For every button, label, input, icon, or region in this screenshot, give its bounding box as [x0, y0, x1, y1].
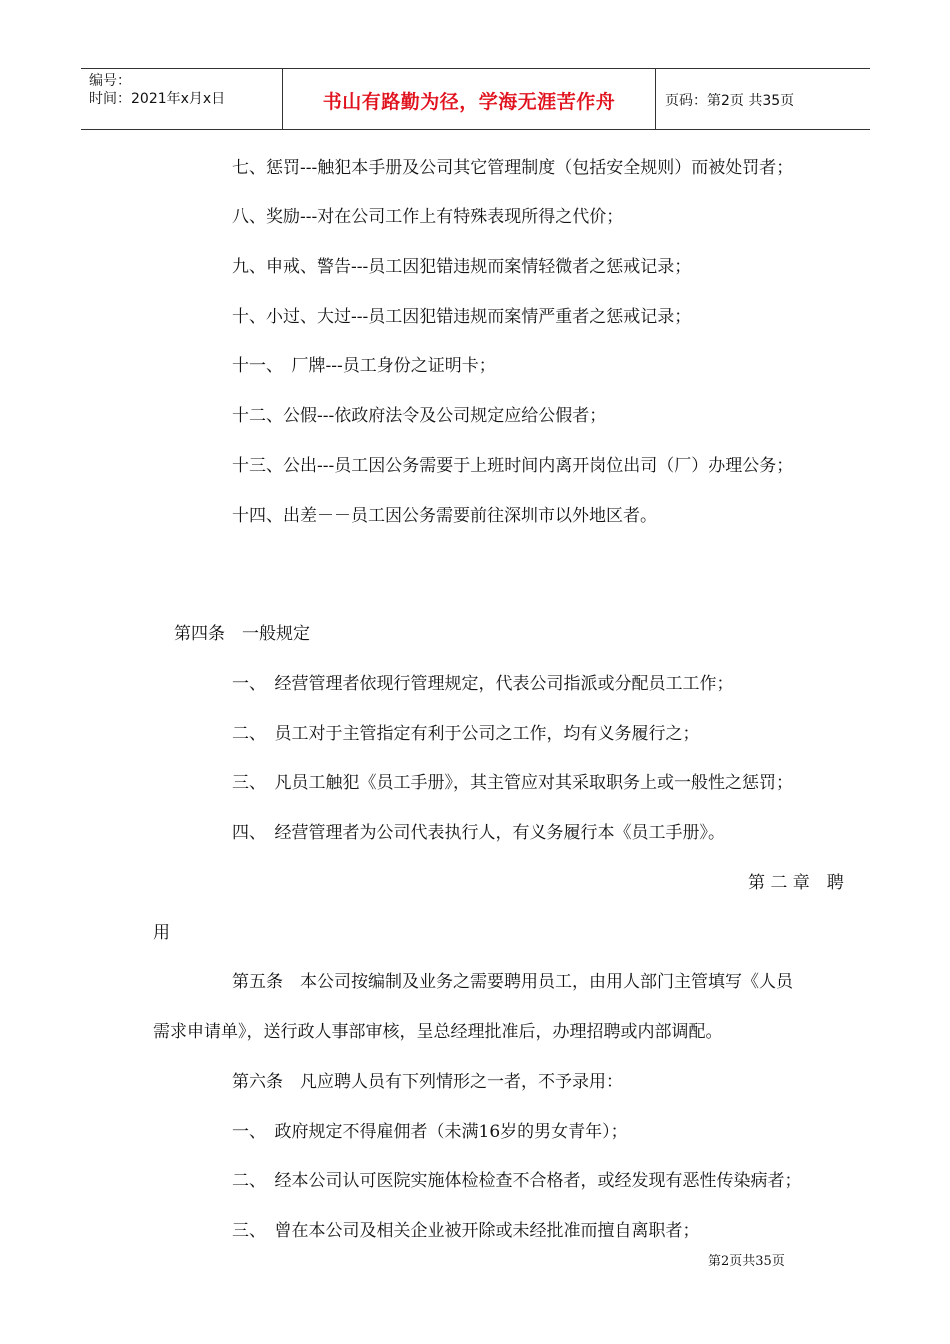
chapter-heading: 第 二 章 聘	[748, 873, 844, 893]
article-4-title: 第四条 一般规定	[174, 624, 310, 644]
definition-item: 七、惩罚---触犯本手册及公司其它管理制度（包括安全规则）而被处罚者；	[232, 158, 794, 178]
page-header	[81, 68, 870, 130]
chapter-heading-tail: 用	[153, 923, 170, 943]
article-6-item: 一、 政府规定不得雇佣者（未满16岁的男女青年）；	[232, 1122, 628, 1142]
article-4-item: 四、 经营管理者为公司代表执行人，有义务履行本《员工手册》。	[232, 823, 725, 843]
article-5-line: 第五条 本公司按编制及业务之需要聘用员工，由用人部门主管填写《人员	[232, 972, 793, 992]
header-meta	[89, 72, 279, 108]
article-6-item: 三、 曾在本公司及相关企业被开除或未经批准而擅自离职者；	[232, 1221, 700, 1241]
article-4-item: 一、 经营管理者依现行管理规定，代表公司指派或分配员工工作；	[232, 674, 734, 694]
article-6-title: 第六条 凡应聘人员有下列情形之一者，不予录用：	[232, 1072, 623, 1092]
definition-item: 十二、公假---依政府法令及公司规定应给公假者；	[232, 406, 607, 426]
header-page-number: 页码：第2页 共35页	[665, 93, 795, 109]
definition-item: 八、奖励---对在公司工作上有特殊表现所得之代价；	[232, 207, 624, 227]
article-4-item: 三、 凡员工触犯《员工手册》，其主管应对其采取职务上或一般性之惩罚；	[232, 773, 793, 793]
header-divider-right	[655, 69, 656, 129]
definition-item: 十、小过、大过---员工因犯错违规而案情严重者之惩戒记录；	[232, 307, 692, 327]
definition-item: 十一、 厂牌---员工身份之证明卡；	[232, 356, 496, 376]
article-4-item: 二、 员工对于主管指定有利于公司之工作，均有义务履行之；	[232, 724, 700, 744]
document-number-label: 编号：	[89, 73, 131, 89]
definition-item: 十三、公出---员工因公务需要于上班时间内离开岗位出司（厂）办理公务；	[232, 456, 794, 476]
article-6-item: 二、 经本公司认可医院实施体检检查不合格者，或经发现有恶性传染病者；	[232, 1171, 802, 1191]
document-time-label: 时间：2021年x月x日	[89, 91, 226, 107]
article-5-line: 需求申请单》，送行政人事部审核，呈总经理批准后，办理招聘或内部调配。	[153, 1022, 723, 1042]
definition-item: 十四、出差－－员工因公务需要前往深圳市以外地区者。	[232, 506, 657, 526]
page-footer: 第2页共35页	[708, 1254, 785, 1269]
header-motto: 书山有路勤为径，学海无涯苦作舟	[322, 91, 616, 113]
definition-item: 九、申戒、警告---员工因犯错违规而案情轻微者之惩戒记录；	[232, 257, 692, 277]
